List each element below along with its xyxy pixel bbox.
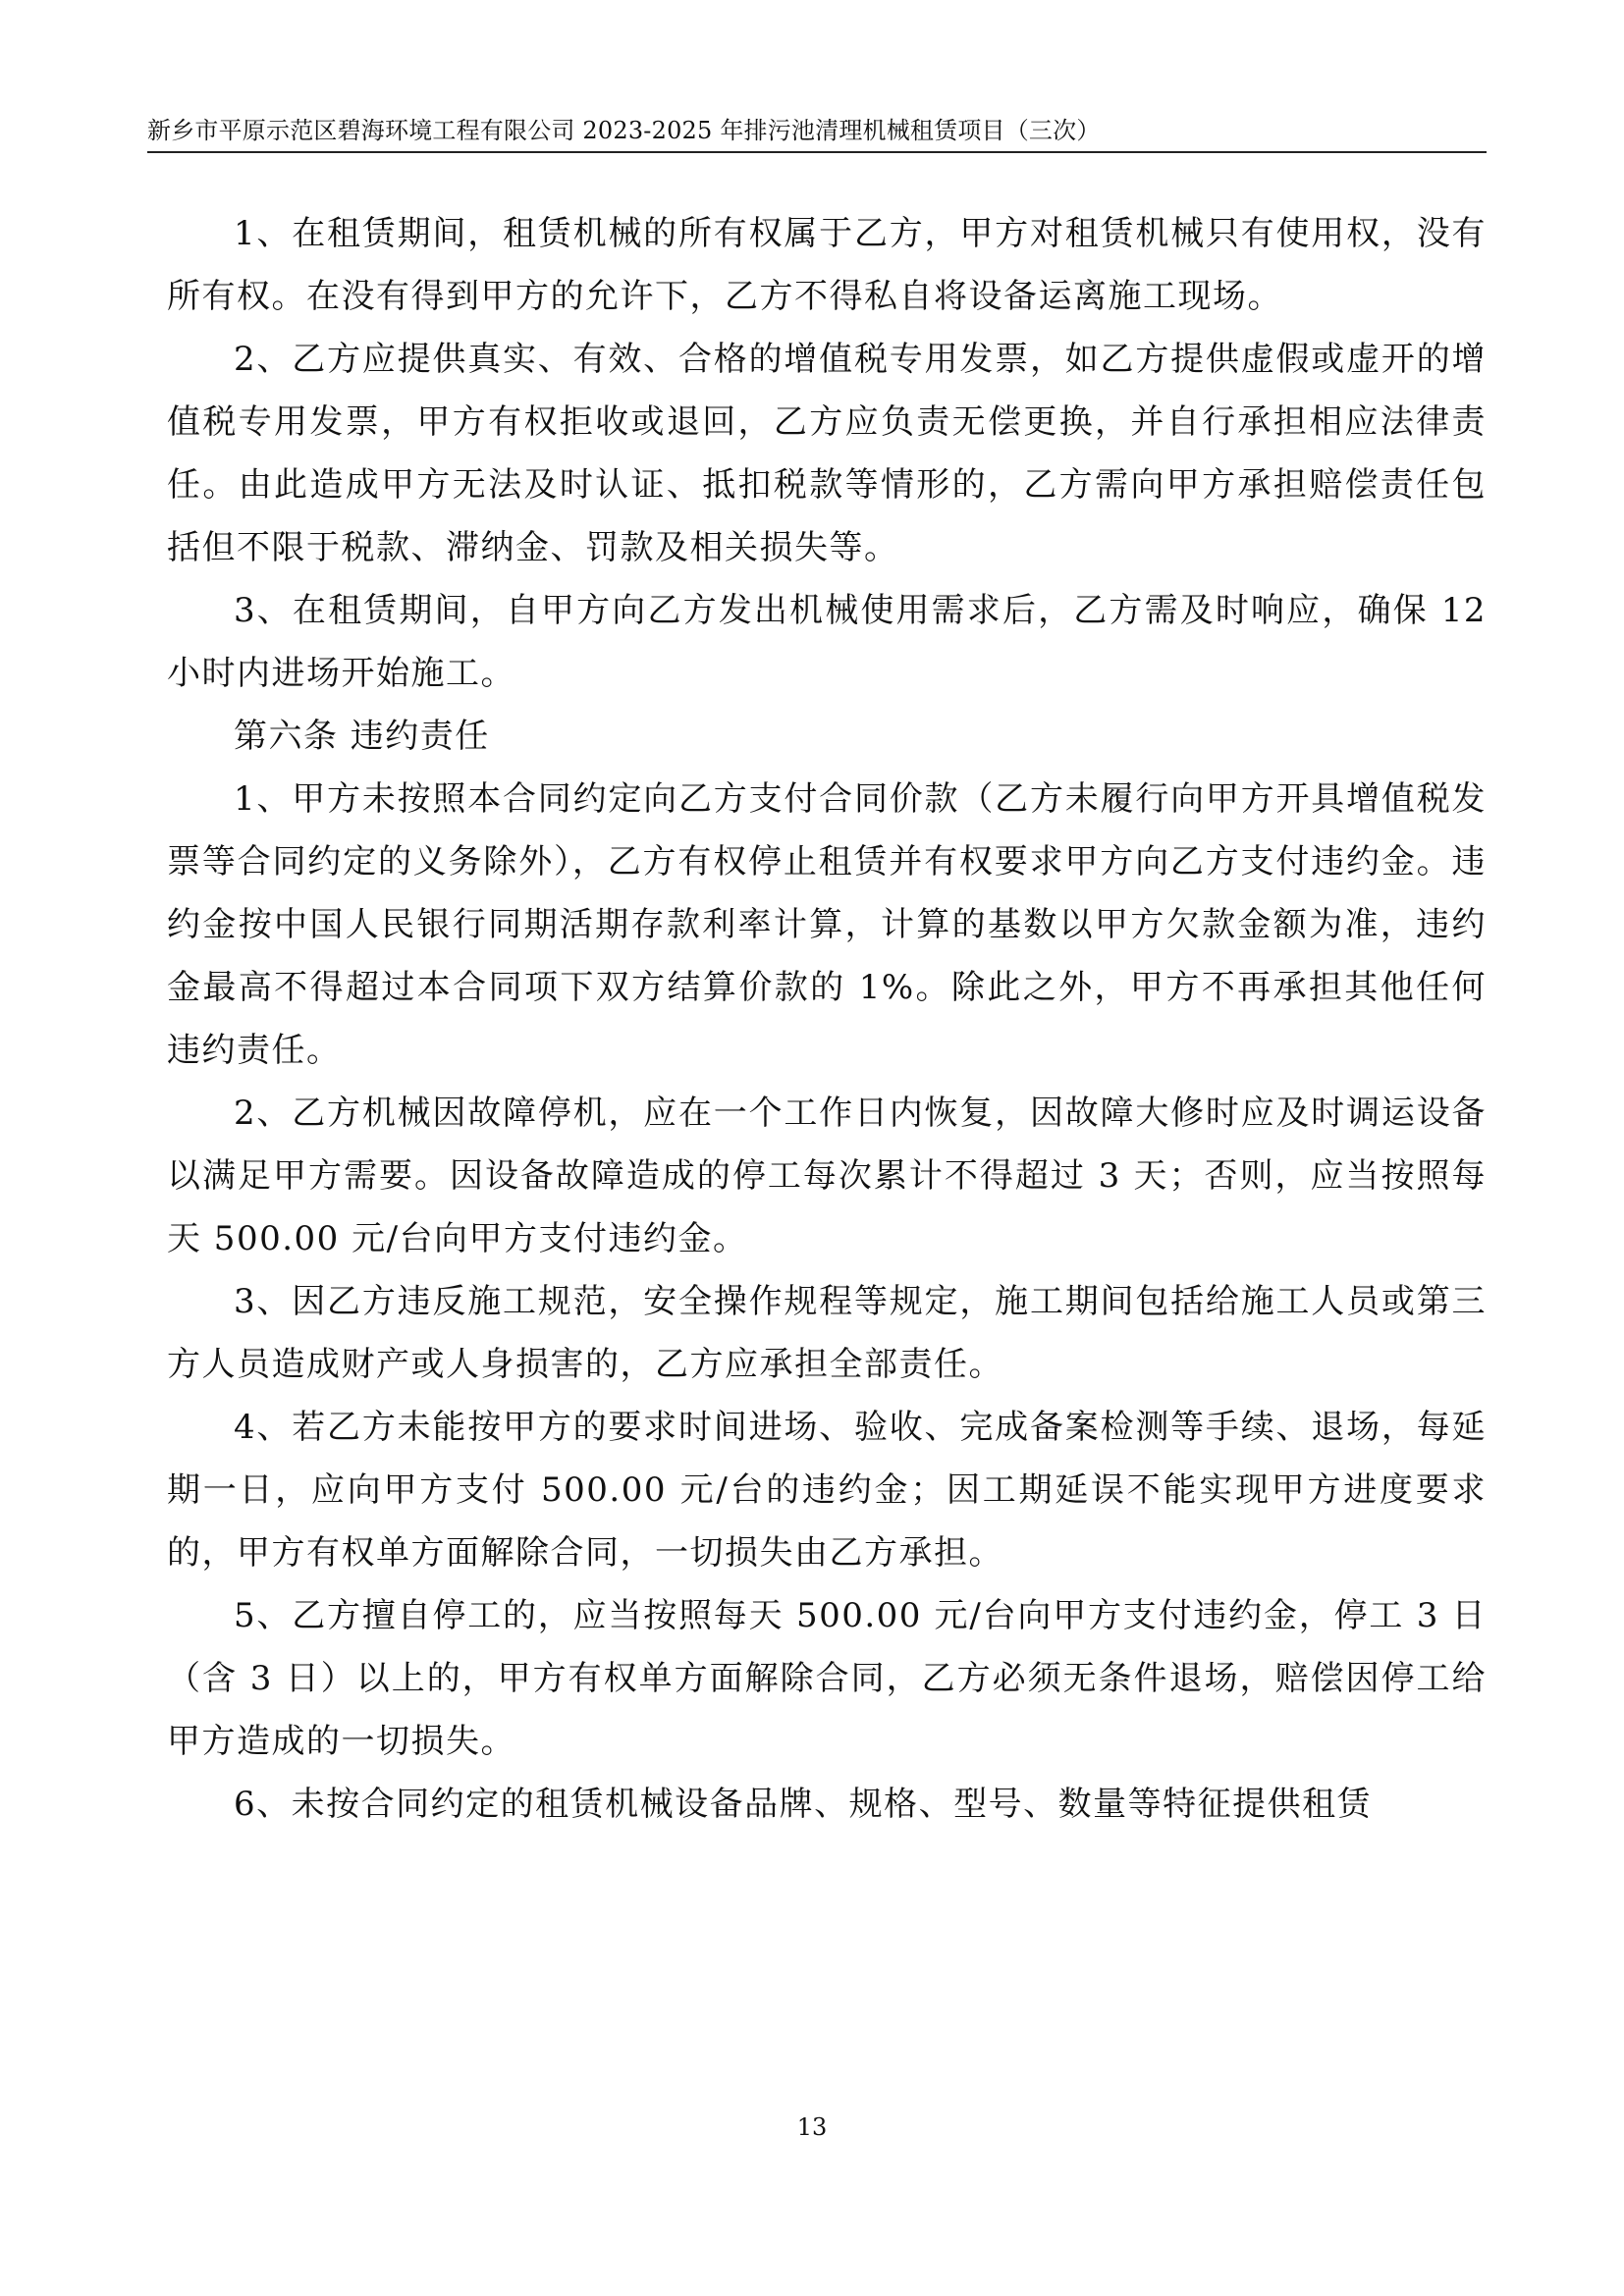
breach-paragraph-4: 4、若乙方未能按甲方的要求时间进场、验收、完成备案检测等手续、退场，每延期一日，应向甲方支付 500.00 元/台的违约金；因工期延误不能实现甲方进度要求的，甲方有权单方面解除合同，一切损失由乙方承担。 [167,1408,1487,1573]
section-heading: 第六条 违约责任 [234,717,490,756]
running-header: 新乡市平原示范区碧海环境工程有限公司 2023-2025 年排污池清理机械租赁项目（三次） [147,117,1101,144]
header-divider [147,151,1487,153]
breach-paragraph-3: 3、因乙方违反施工规范，安全操作规程等规定，施工期间包括给施工人员或第三方人员造成财产或人身损害的，乙方应承担全部责任。 [167,1282,1487,1384]
breach-paragraph-2: 2、乙方机械因故障停机，应在一个工作日内恢复，因故障大修时应及时调运设备以满足甲方需要。因设备故障造成的停工每次累计不得超过 3 天；否则，应当按照每天 500.00 元/台向甲方支付违约金。 [167,1094,1487,1258]
document-body [167,202,1487,1836]
breach-paragraph-6: 6、未按合同约定的租赁机械设备品牌、规格、型号、数量等特征提供租赁 [234,1785,1373,1824]
clause-paragraph-1: 1、在租赁期间，租赁机械的所有权属于乙方，甲方对租赁机械只有使用权，没有所有权。在没有得到甲方的允许下，乙方不得私自将设备运离施工现场。 [167,214,1487,316]
breach-paragraph-1: 1、甲方未按照本合同约定向乙方支付合同价款（乙方未履行向甲方开具增值税发票等合同约定的义务除外），乙方有权停止租赁并有权要求甲方向乙方支付违约金。违约金按中国人民银行同期活期存款利率计算，计算的基数以甲方欠款金额为准，违约金最高不得超过本合同项下双方结算价款的 1%。除此之外，甲方不再承担其他任何违约责任。 [167,779,1487,1070]
breach-paragraph-5: 5、乙方擅自停工的，应当按照每天 500.00 元/台向甲方支付违约金，停工 3 日（含 3 日）以上的，甲方有权单方面解除合同，乙方必须无条件退场，赔偿因停工给甲方造成的一切损失。 [167,1596,1487,1761]
clause-paragraph-2: 2、乙方应提供真实、有效、合格的增值税专用发票，如乙方提供虚假或虚开的增值税专用发票，甲方有权拒收或退回，乙方应负责无偿更换，并自行承担相应法律责任。由此造成甲方无法及时认证、抵扣税款等情形的，乙方需向甲方承担赔偿责任包括但不限于税款、滞纳金、罚款及相关损失等。 [167,340,1487,567]
page-number: 13 [796,2113,828,2141]
clause-paragraph-3: 3、在租赁期间，自甲方向乙方发出机械使用需求后，乙方需及时响应，确保 12 小时内进场开始施工。 [167,591,1487,693]
